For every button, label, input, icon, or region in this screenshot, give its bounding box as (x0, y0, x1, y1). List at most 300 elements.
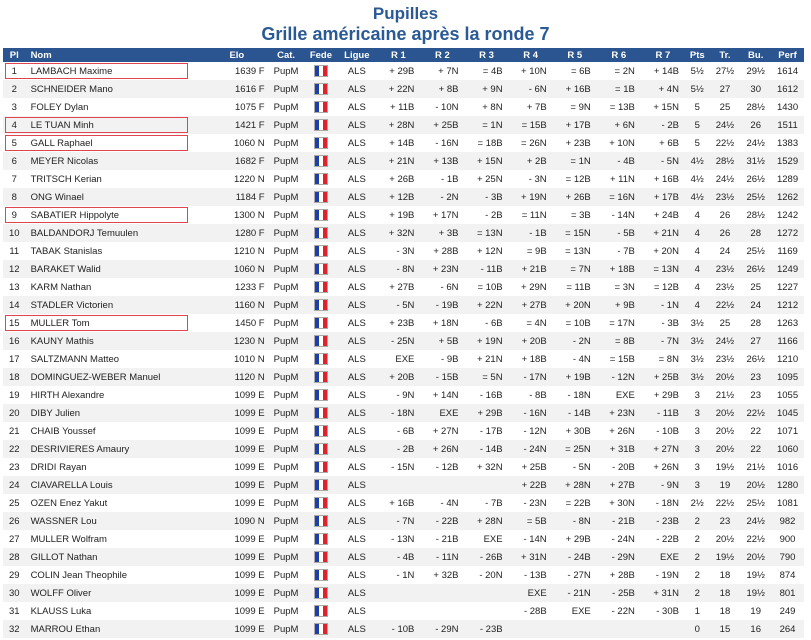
table-cell: 3 (685, 404, 710, 422)
table-row (3, 116, 804, 134)
round-result-cell (420, 584, 464, 602)
table-cell: 28½ (746, 101, 765, 113)
round-result-cell: = 9N (570, 101, 591, 113)
france-flag-icon (314, 227, 328, 239)
round-result-cell: + 10N (521, 65, 547, 77)
round-result-cell: + 28B (609, 569, 635, 581)
table-cell: PupM (273, 173, 299, 185)
table-cell: 5 (694, 101, 700, 113)
round-result-cell: = 15N (553, 224, 597, 242)
table-cell: PupM (273, 245, 299, 257)
round-result-cell: = 5B (509, 512, 553, 530)
table-cell: 1212 (771, 296, 804, 314)
col-pl-header: Pl (3, 48, 26, 62)
round-result-cell: - 30B (656, 605, 679, 617)
table-row (3, 170, 804, 188)
table-cell: 31½ (740, 152, 771, 170)
table-cell: 24½ (710, 332, 741, 350)
table-cell: PupM (268, 368, 305, 386)
player-name-link[interactable]: TRITSCH Kerian (30, 173, 102, 185)
elo-cell: 1421 F (206, 116, 268, 134)
round-result-cell: + 22N (376, 80, 420, 98)
federation-cell (305, 440, 338, 458)
france-flag-icon (314, 533, 328, 545)
france-flag-icon (314, 101, 328, 113)
table-cell: 25½ (740, 188, 771, 206)
table-cell: ALS (347, 317, 366, 329)
rank-cell: 8 (3, 188, 26, 206)
elo-cell: 1099 E (234, 605, 265, 617)
round-result-cell (420, 602, 464, 620)
table-cell: 5½ (685, 80, 710, 98)
round-result-cell: + 25N (476, 173, 503, 185)
table-cell: ALS (337, 368, 376, 386)
table-cell: PupM (273, 101, 299, 113)
france-flag-icon (314, 119, 328, 131)
table-cell: PupM (273, 461, 299, 473)
table-cell: PupM (273, 569, 299, 581)
round-result-cell: + 30B (565, 425, 591, 437)
table-cell: PupM (268, 296, 305, 314)
round-result-cell: = 9B (526, 245, 547, 257)
round-result-cell: - 22B (420, 512, 464, 530)
federation-cell (305, 584, 338, 602)
table-row (3, 278, 804, 296)
round-result-cell: = 17N (609, 317, 635, 329)
table-cell: 25½ (746, 497, 765, 509)
col-pts-header: Pts (685, 48, 710, 62)
table-row (3, 314, 804, 332)
table-cell: 18 (719, 605, 731, 617)
table-cell: 874 (779, 569, 796, 581)
table-cell: 25 (719, 101, 731, 113)
table-cell: ALS (337, 188, 376, 206)
round-result-cell: = 1N (553, 152, 597, 170)
table-cell: 27 (740, 332, 771, 350)
table-cell: 1272 (771, 224, 804, 242)
federation-cell (305, 386, 338, 404)
round-result-cell: - 14N (523, 533, 547, 545)
france-flag-icon (314, 281, 328, 293)
federation-cell (305, 62, 338, 80)
table-row (3, 620, 804, 638)
round-result-cell: - 16N (509, 404, 553, 422)
table-cell: PupM (273, 353, 299, 365)
player-name-link[interactable]: ONG Winael (26, 188, 207, 206)
table-row (3, 332, 804, 350)
table-cell: ALS (337, 584, 376, 602)
table-cell: ALS (347, 533, 366, 545)
rank-cell: 15 (8, 317, 20, 329)
round-result-cell: + 20N (653, 245, 679, 257)
round-result-cell: - 20B (612, 461, 635, 473)
round-result-cell: + 20B (509, 332, 553, 350)
table-cell: 20½ (710, 440, 741, 458)
table-cell: ALS (337, 476, 376, 494)
player-name-link[interactable]: CIAVARELLA Louis (26, 476, 207, 494)
table-cell: 0 (685, 620, 710, 638)
player-name-link[interactable]: COLIN Jean Theophile (30, 569, 128, 581)
elo-cell: 1090 N (206, 512, 268, 530)
federation-cell (305, 206, 338, 224)
table-cell: PupM (273, 533, 299, 545)
rank-cell: 6 (3, 152, 26, 170)
table-cell: PupM (273, 389, 299, 401)
federation-cell (305, 422, 338, 440)
table-cell: 19½ (746, 569, 765, 581)
round-result-cell: = 2N (614, 65, 635, 77)
round-result-cell: - 9B (441, 353, 459, 365)
table-cell: PupM (268, 260, 305, 278)
table-cell: ALS (337, 224, 376, 242)
round-result-cell: + 27N (432, 425, 459, 437)
round-result-cell (553, 620, 597, 638)
round-result-cell: + 31B (597, 440, 641, 458)
round-result-cell: - 25B (597, 584, 641, 602)
round-result-cell: + 29B (565, 533, 591, 545)
rank-cell: 21 (8, 425, 20, 437)
round-result-cell: + 21N (641, 224, 685, 242)
table-cell: 26½ (740, 260, 771, 278)
round-result-cell: + 22B (509, 476, 553, 494)
elo-cell: 1099 E (206, 404, 268, 422)
round-result-cell: + 4N (641, 80, 685, 98)
standings-table (3, 48, 804, 638)
player-name-link[interactable]: DOMINGUEZ-WEBER Manuel (26, 368, 207, 386)
table-row (3, 386, 804, 404)
france-flag-icon (314, 83, 328, 95)
table-row (3, 530, 804, 548)
round-result-cell: + 27N (641, 440, 685, 458)
france-flag-icon (314, 335, 328, 347)
round-result-cell: - 7N (376, 512, 420, 530)
elo-cell: 1300 N (233, 209, 265, 221)
player-name-link[interactable]: MULLER Wolfram (30, 533, 107, 545)
player-name-link[interactable]: BARAKET Walid (26, 260, 207, 278)
table-cell: 22½ (715, 137, 735, 149)
round-result-cell: - 23N (523, 497, 547, 509)
rank-cell: 24 (3, 476, 26, 494)
elo-cell: 1099 E (234, 389, 265, 401)
france-flag-icon (314, 263, 328, 275)
federation-cell (305, 188, 338, 206)
elo-cell: 1450 F (235, 317, 265, 329)
round-result-cell: + 19B (389, 209, 415, 221)
table-cell: 1529 (771, 152, 804, 170)
round-result-cell (376, 476, 420, 494)
rank-cell: 1 (11, 65, 17, 77)
round-result-cell: - 27N (567, 569, 591, 581)
federation-cell (305, 476, 338, 494)
france-flag-icon (314, 587, 328, 599)
round-result-cell: - 11N (420, 548, 464, 566)
table-cell: PupM (268, 404, 305, 422)
round-result-cell: - 7B (617, 245, 635, 257)
table-cell: PupM (268, 188, 305, 206)
table-cell: 982 (771, 512, 804, 530)
round-result-cell: = 8B (597, 332, 641, 350)
round-result-cell: + 29B (653, 389, 679, 401)
standings-table-wrapper (3, 48, 804, 638)
player-name-link[interactable]: KAUNY Mathis (26, 332, 207, 350)
player-name-link[interactable]: KLAUSS Luka (30, 605, 92, 617)
table-cell: 20½ (710, 404, 741, 422)
elo-cell: 1616 F (206, 80, 268, 98)
player-name-link[interactable]: LE TUAN Minh (26, 116, 207, 134)
player-name-link[interactable]: GALL Raphael (30, 137, 93, 149)
round-result-cell: = 25N (553, 440, 597, 458)
round-result-cell: + 29B (389, 65, 415, 77)
table-cell: ALS (337, 296, 376, 314)
table-row (3, 548, 804, 566)
table-cell: 1263 (776, 317, 799, 329)
table-row (3, 62, 804, 80)
table-cell: 25 (750, 281, 761, 293)
player-name-link[interactable]: KARM Nathan (30, 281, 92, 293)
federation-cell (305, 242, 338, 260)
round-result-cell: - 10B (376, 620, 420, 638)
player-name-link[interactable]: SALTZMANN Matteo (30, 353, 120, 365)
col-ligue-header: Ligue (337, 48, 376, 62)
player-name-link[interactable]: LAMBACH Maxime (30, 65, 113, 77)
player-name-link[interactable]: SCHNEIDER Mano (26, 80, 207, 98)
france-flag-icon (314, 551, 328, 563)
round-result-cell: - 5N (376, 296, 420, 314)
table-cell: ALS (347, 101, 366, 113)
round-result-cell: - 16N (435, 137, 459, 149)
round-result-cell: - 22B (656, 533, 679, 545)
round-result-cell: - 6N (509, 80, 553, 98)
table-cell: ALS (347, 173, 366, 185)
table-row (3, 440, 804, 458)
round-result-cell: + 10N (609, 137, 635, 149)
table-row (3, 98, 804, 116)
table-cell: ALS (337, 620, 376, 638)
france-flag-icon (314, 245, 328, 257)
round-result-cell: + 28N (464, 512, 508, 530)
table-cell: PupM (273, 209, 299, 221)
table-cell: 1280 (771, 476, 804, 494)
round-result-cell: - 11B (464, 260, 508, 278)
table-cell: 26 (710, 224, 741, 242)
col-cat-header: Cat. (268, 48, 305, 62)
round-result-cell: - 20N (479, 569, 503, 581)
player-name-link[interactable]: MULLER Tom (30, 317, 90, 329)
round-result-cell: - 1B (509, 224, 553, 242)
round-result-cell: + 18B (521, 353, 547, 365)
col-elo-header: Elo (206, 48, 268, 62)
round-result-cell: - 4N (572, 353, 591, 365)
table-cell: 23½ (715, 353, 735, 365)
table-cell: 1166 (771, 332, 804, 350)
table-cell: ALS (337, 80, 376, 98)
round-result-cell: + 21N (376, 152, 420, 170)
table-cell: 264 (771, 620, 804, 638)
table-cell: PupM (268, 476, 305, 494)
round-result-cell: - 18N (655, 497, 679, 509)
table-cell: ALS (347, 425, 366, 437)
table-cell: 5 (694, 137, 700, 149)
elo-cell: 1099 E (206, 440, 268, 458)
round-result-cell: - 28B (523, 605, 547, 617)
round-result-cell: + 13B (420, 152, 464, 170)
table-cell: 1242 (776, 209, 799, 221)
round-result-cell: = 11B (566, 281, 591, 293)
federation-cell (305, 368, 338, 386)
round-result-cell: + 18N (432, 317, 459, 329)
france-flag-icon (314, 209, 328, 221)
federation-cell (305, 224, 338, 242)
round-result-cell: - 2B (376, 440, 420, 458)
table-cell: 24½ (715, 173, 735, 185)
table-cell: PupM (268, 332, 305, 350)
elo-cell: 1210 N (233, 245, 265, 257)
federation-cell (305, 566, 338, 584)
player-name-link[interactable]: WASSNER Lou (26, 512, 207, 530)
france-flag-icon (314, 191, 328, 203)
player-name-link[interactable]: FOLEY Dylan (30, 101, 89, 113)
player-name-link[interactable]: HIRTH Alexandre (30, 389, 105, 401)
round-result-cell: - 29N (420, 620, 464, 638)
elo-cell: 1220 N (233, 173, 265, 185)
round-result-cell: + 15N (464, 152, 508, 170)
player-name-link[interactable]: DESRIVIERES Amaury (26, 440, 207, 458)
table-cell: 28½ (710, 152, 741, 170)
france-flag-icon (314, 371, 328, 383)
table-row (3, 422, 804, 440)
round-result-cell: - 5N (641, 152, 685, 170)
federation-cell (305, 620, 338, 638)
round-result-cell: + 12N (476, 245, 503, 257)
player-name-link[interactable]: SABATIER Hippolyte (30, 209, 120, 221)
round-result-cell: + 26N (420, 440, 464, 458)
elo-cell: 1233 F (235, 281, 265, 293)
round-result-cell: - 5B (597, 224, 641, 242)
table-cell: 1095 (771, 368, 804, 386)
round-result-cell: + 31N (509, 548, 553, 566)
france-flag-icon (314, 497, 328, 509)
table-cell: 4½ (690, 173, 704, 185)
table-cell: 900 (779, 533, 796, 545)
round-result-cell: - 13N (391, 533, 415, 545)
france-flag-icon (314, 515, 328, 527)
round-result-cell: - 9N (396, 389, 415, 401)
france-flag-icon (314, 407, 328, 419)
table-cell: ALS (347, 65, 366, 77)
round-result-cell: + 26N (609, 425, 635, 437)
table-cell: ALS (337, 512, 376, 530)
player-name-link[interactable]: MEYER Nicolas (26, 152, 207, 170)
player-name-link[interactable]: DIBY Julien (26, 404, 207, 422)
round-result-cell: + 20N (553, 296, 597, 314)
table-cell: 30 (740, 80, 771, 98)
table-cell: 801 (771, 584, 804, 602)
round-result-cell: - 26B (464, 548, 508, 566)
round-result-cell: + 11N (609, 173, 635, 185)
round-result-cell: EXE (420, 404, 464, 422)
round-result-cell: + 30N (609, 497, 635, 509)
table-cell: PupM (273, 317, 299, 329)
elo-cell: 1099 E (206, 584, 268, 602)
round-result-cell: - 9N (641, 476, 685, 494)
player-name-link[interactable]: OZEN Enez Yakut (30, 497, 108, 509)
round-result-cell: = 3N (614, 281, 635, 293)
table-cell: 20½ (715, 425, 735, 437)
player-name-link[interactable]: DRIDI Rayan (30, 461, 87, 473)
rank-cell: 16 (3, 332, 26, 350)
player-name-link[interactable]: WOLFF Oliver (26, 584, 207, 602)
rank-cell: 29 (8, 569, 20, 581)
round-result-cell: + 12B (376, 188, 420, 206)
round-result-cell: + 29B (464, 404, 508, 422)
round-result-cell: - 21N (553, 584, 597, 602)
round-result-cell: + 17B (641, 188, 685, 206)
round-result-cell: - 17B (479, 425, 503, 437)
table-cell: ALS (337, 332, 376, 350)
rank-cell: 9 (11, 209, 17, 221)
table-cell: PupM (273, 281, 299, 293)
table-cell: 1081 (776, 497, 799, 509)
table-cell: 4 (685, 260, 710, 278)
table-cell: 1612 (771, 80, 804, 98)
round-result-cell: + 8B (420, 80, 464, 98)
rank-cell: 11 (9, 245, 20, 257)
table-row (3, 404, 804, 422)
page-title: Pupilles (372, 4, 439, 23)
round-result-cell: = 8N (658, 353, 679, 365)
round-result-cell: EXE (641, 548, 685, 566)
france-flag-icon (314, 299, 328, 311)
round-result-cell: = 6B (570, 65, 591, 77)
player-name-link[interactable]: TABAK Stanislas (30, 245, 103, 257)
table-cell: 26 (740, 116, 771, 134)
rank-cell: 13 (8, 281, 20, 293)
rank-cell: 7 (11, 173, 17, 185)
rank-cell: 12 (3, 260, 26, 278)
table-cell: PupM (273, 497, 299, 509)
france-flag-icon (314, 65, 328, 77)
table-cell: 1511 (771, 116, 804, 134)
round-result-cell: - 4B (597, 152, 641, 170)
table-cell: PupM (273, 605, 299, 617)
elo-cell: 1099 E (234, 425, 265, 437)
round-result-cell: + 23B (565, 137, 591, 149)
round-result-cell: + 14B (653, 65, 679, 77)
round-result-cell: - 6N (440, 281, 459, 293)
round-result-cell: - 22N (611, 605, 635, 617)
player-name-link[interactable]: MARROU Ethan (26, 620, 207, 638)
table-cell: PupM (268, 548, 305, 566)
round-result-cell: - 21B (597, 512, 641, 530)
table-cell: 20½ (715, 533, 735, 545)
player-name-link[interactable]: CHAIB Youssef (30, 425, 96, 437)
table-cell: ALS (347, 281, 366, 293)
round-result-cell: + 28B (433, 245, 459, 257)
round-result-cell: = 4N (526, 317, 547, 329)
player-name-link[interactable]: GILLOT Nathan (26, 548, 207, 566)
round-result-cell: + 27B (509, 296, 553, 314)
round-result-cell: EXE (395, 353, 415, 365)
federation-cell (305, 260, 338, 278)
player-name-link[interactable]: BALDANDORJ Temuulen (26, 224, 207, 242)
col-perf-header: Perf (771, 48, 804, 62)
table-cell: 3 (694, 425, 700, 437)
player-name-link[interactable]: STADLER Victorien (26, 296, 207, 314)
table-cell: 1614 (776, 65, 799, 77)
table-cell: 3½ (690, 353, 704, 365)
round-result-cell: EXE (571, 605, 591, 617)
rank-cell: 14 (3, 296, 26, 314)
